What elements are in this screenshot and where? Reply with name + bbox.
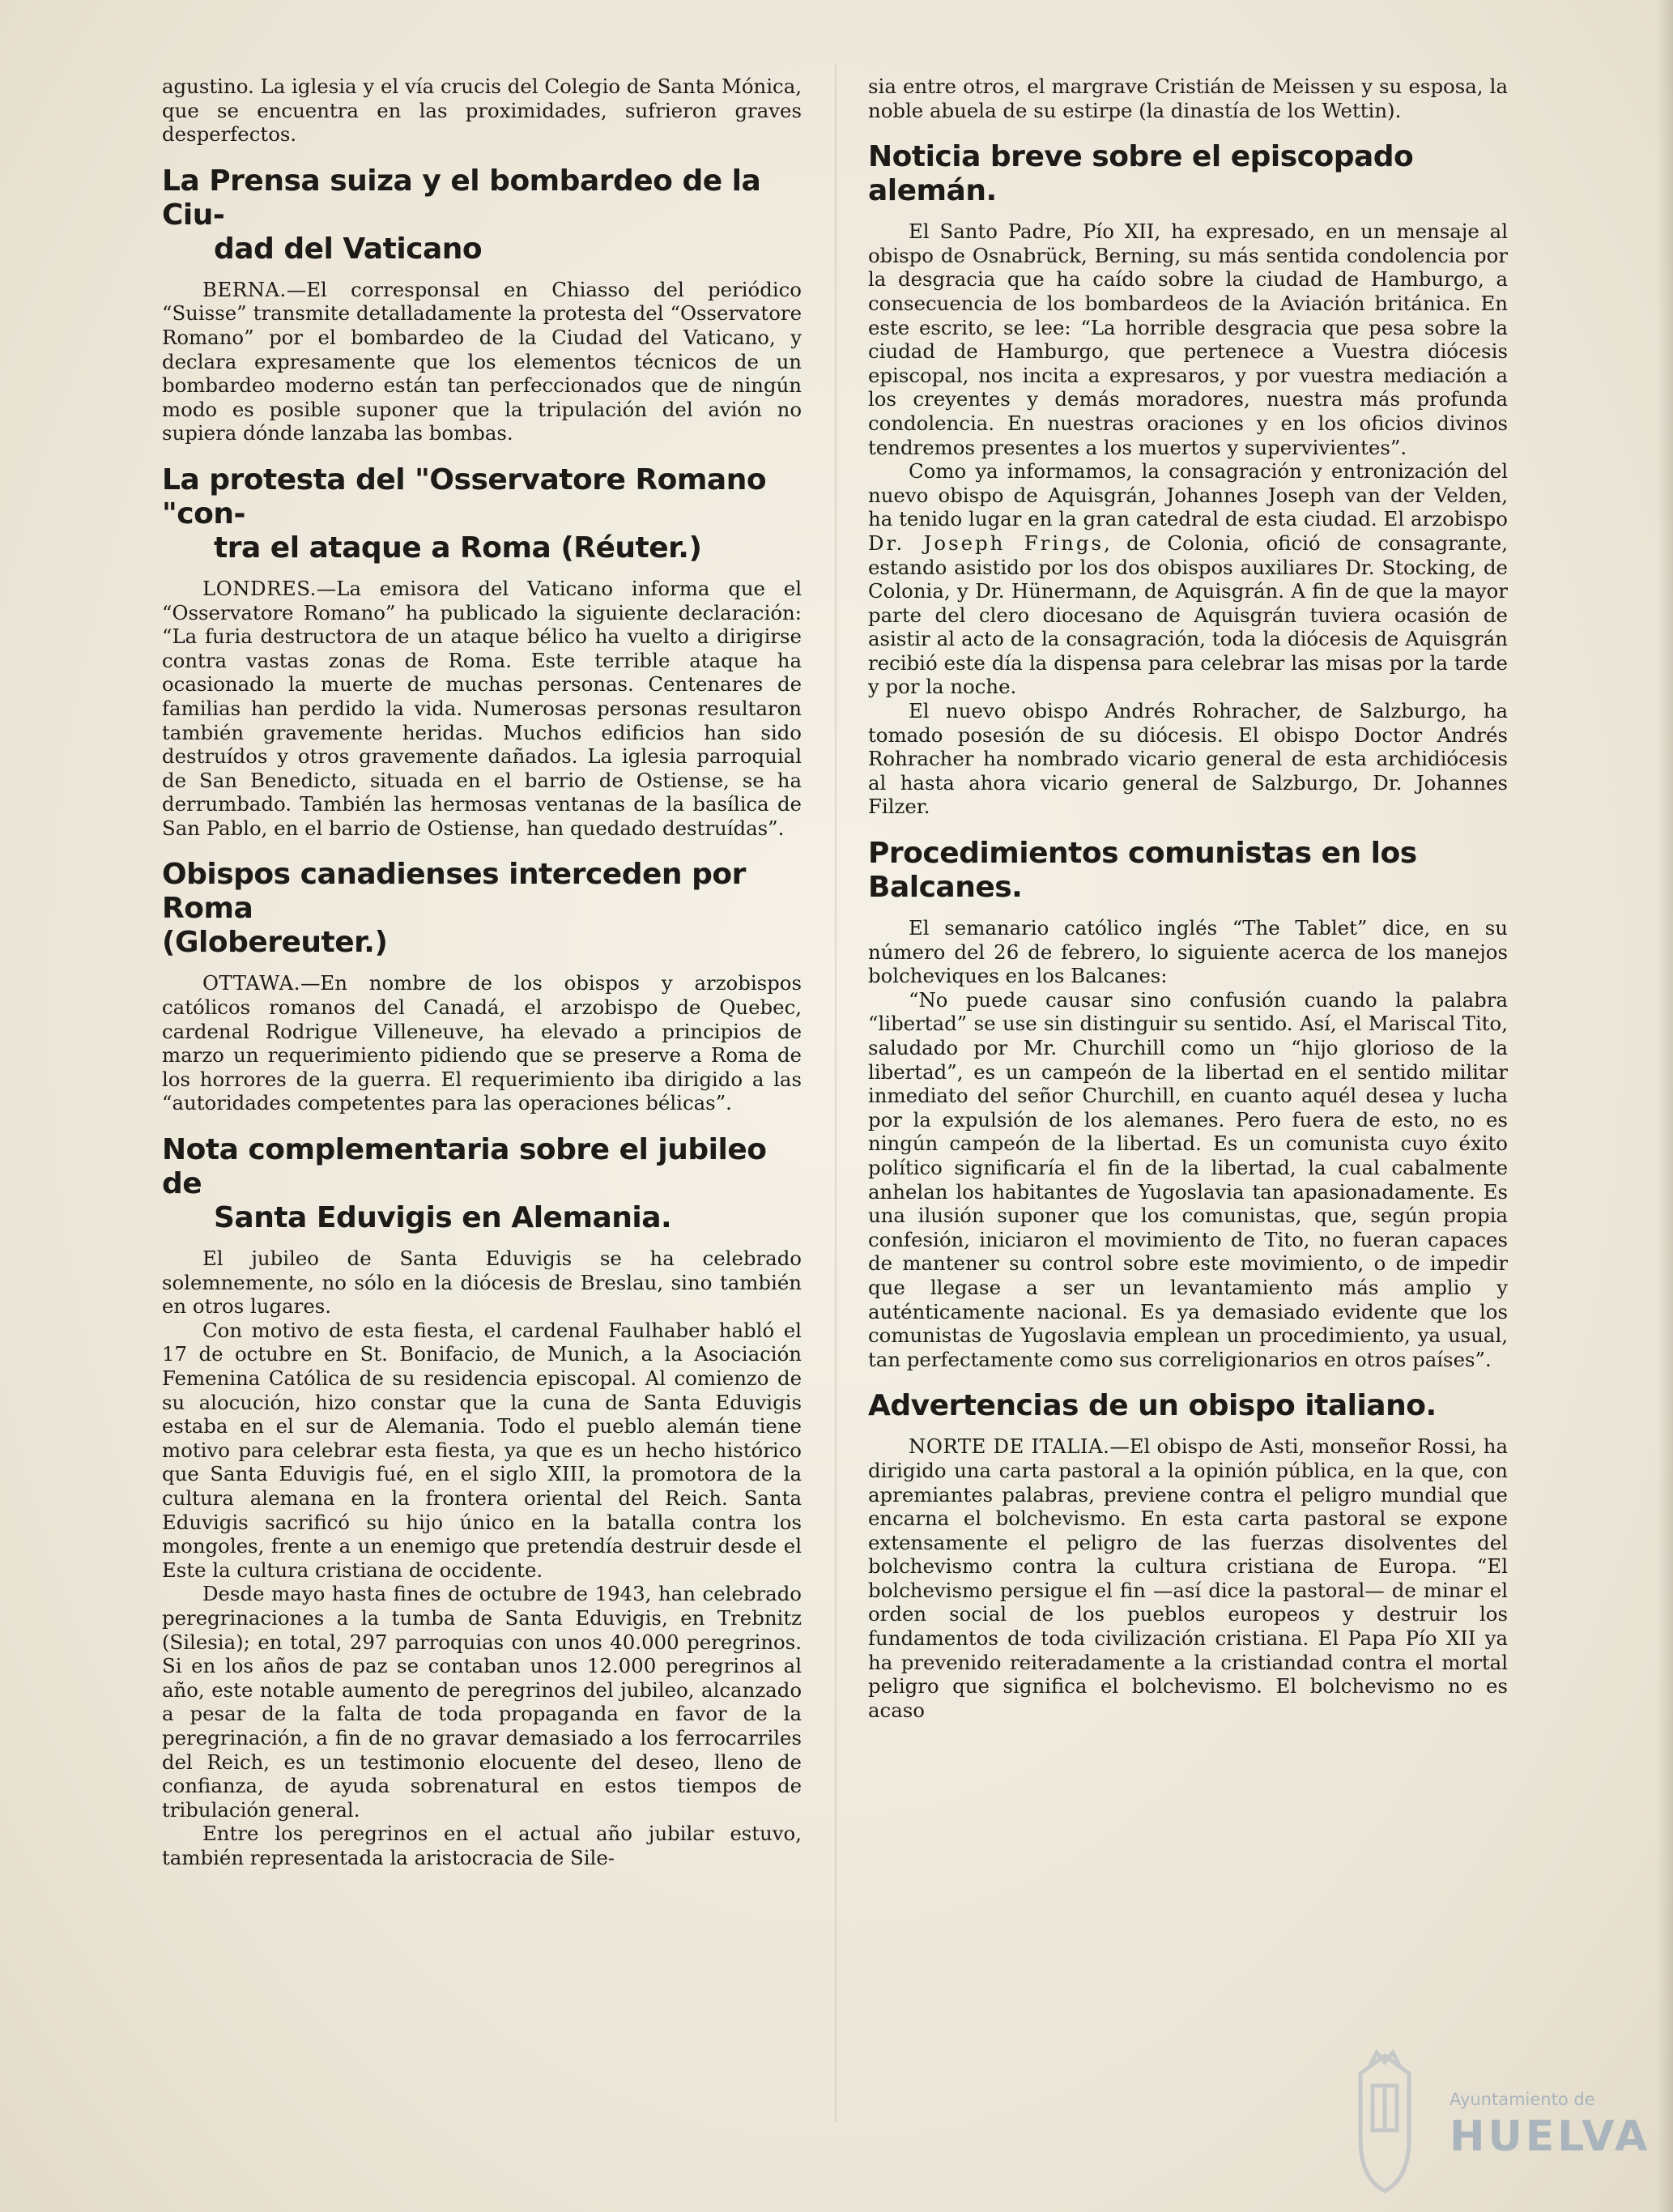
- paragraph-text: —El corresponsal en Chiasso del periódico “Suisse” transmite detalladamente la protesta del “Osservatore Romano” por el bombardeo de la Ciudad del Vaticano, y declara expresamente que los elementos técnicos de un bombardeo moderno están tan perfeccionados que de ningún modo es posible suponer que la tripulación del avión no supiera dónde lanzaba las bombas.: [162, 277, 802, 445]
- right-column: [868, 75, 1508, 1722]
- heading-line: Procedimientos comunistas en los Balcanes.: [868, 837, 1417, 905]
- dateline: OTTAWA.: [202, 971, 300, 995]
- dateline: LONDRES.: [202, 576, 317, 600]
- page-edge-shadow: [1657, 0, 1673, 2212]
- heading-line: La Prensa suiza y el bombardeo de la Ciu-: [162, 164, 761, 232]
- paragraph: [868, 1434, 1508, 1722]
- person-name: Dr. Joseph Frings: [868, 531, 1104, 555]
- paragraph-text: —La emisora del Vaticano informa que el “Osservatore Romano” ha publicado la siguiente declaración: “La furia destructora de un ataque bélico ha vuelto a dirigirse contra vastas zonas de Roma. Este terrible ataque ha ocasionado la muerte de muchas personas. Centenares de familias han perdido la vida. Numerosas personas resultaron también gravemente heridas. Muchos edificios han sido destruídos y otros gravemente dañados. La iglesia parroquial de San Benedicto, situada en el barrio de Ostiense, se ha derrumbado. También las hermosas ventanas de la basílica de San Pablo, en el barrio de Ostiense, han quedado destruídas”.: [162, 576, 802, 840]
- column-gutter: [835, 65, 836, 2122]
- section-heading: [162, 858, 802, 960]
- left-column: [162, 75, 802, 1869]
- paragraph: Entre los peregrinos en el actual año jubilar estuvo, también representada la aristocracia de Sile-: [162, 1822, 802, 1869]
- paragraph: agustino. La iglesia y el vía crucis del Colegio de Santa Mónica, que se encuentra en las proximidades, sufrieron graves desperfectos.: [162, 75, 802, 147]
- paragraph: Desde mayo hasta fines de octubre de 1943, han celebrado peregrinaciones a la tumba de Santa Eduvigis, en Trebnitz (Silesia); en total, 297 parroquias con unos 40.000 peregrinos. Si en los años de paz se contaban unos 12.000 peregrinos al año, este notable aumento de peregrinos del jubileo, alcanzado a pesar de la falta de toda propaganda en favor de la peregrinación, a fin de no gravar demasiado a los ferrocarriles del Reich, es un testimonio elocuente del deseo, lleno de confianza, de ayuda sobrenatural en estos tiempos de tribulación general.: [162, 1582, 802, 1822]
- archive-watermark: [1450, 2090, 1650, 2161]
- paragraph: [868, 459, 1508, 699]
- watermark-city-text: HUELVA: [1450, 2112, 1651, 2161]
- paragraph-text: —En nombre de los obispos y arzobispos católicos romanos del Canadá, el arzobispo de Quebec, cardenal Rodrigue Villeneuve, ha elevado a principios de marzo un requerimiento pidiendo que se preserve a Roma de los horrores de la guerra. El requerimiento iba dirigido a las “autoridades competentes para las operaciones bélicas”.: [162, 971, 802, 1115]
- paragraph: [162, 577, 802, 841]
- paragraph: El jubileo de Santa Eduvigis se ha celebrado solemnemente, no sólo en la diócesis de Breslau, sino también en otros lugares.: [162, 1247, 802, 1319]
- watermark-small-text: Ayuntamiento de: [1450, 2090, 1595, 2109]
- paragraph-text: Como ya informamos, la consagración y entronización del nuevo obispo de Aquisgrán, Johannes Joseph van der Velden, ha tenido lugar en la gran catedral de esta ciudad. El arzobispo: [868, 459, 1508, 531]
- paragraph: El Santo Padre, Pío XII, ha expresado, en un mensaje al obispo de Osnabrück, Berning, su más sentida condolencia por la desgracia que ha caído sobre la ciudad de Hamburgo, a consecuencia de los bombardeos de la Aviación británica. En este escrito, se lee: “La horrible desgracia que pesa sobre la ciudad de Hamburgo, que pertenece a Vuestra diócesis episcopal, nos incita a expresaros, y por vuestra mediación a los creyentes y demás moradores, nuestra más profunda condolencia. En nuestras oraciones y en los oficios divinos tendremos presentes a los muertos y supervivientes”.: [868, 219, 1508, 459]
- section-heading: [162, 1133, 802, 1235]
- section-heading: [162, 164, 802, 266]
- section-heading: [868, 837, 1508, 905]
- paragraph: “No puede causar sino confusión cuando la palabra “libertad” se use sin distinguir su sentido. Así, el Mariscal Tito, saludado por Mr. Churchill como un “hijo glorioso de la libertad”, es un campeón de la libertad en el sentido militar inmediato del señor Churchill, en cuanto aquél desea y lucha por la expulsión de los alemanes. Pero fuera de esto, no es ningún campeón de la libertad. Es un comunista cuyo éxito político significaría el fin de la libertad, la cual cabalmente anhelan los habitantes de Yugoslavia tan apasionadamente. Es una ilusión suponer que los comunistas, que, según propia confesión, iniciaron el movimiento de Tito, no fueran capaces de mantener su control sobre este movimiento, o de impedir que llegase a ser un levantamiento más amplio y auténticamente nacional. Es ya demasiado evidente que los comunistas de Yugoslavia emplean un procedimiento, ya usual, tan perfectamente como sus correligionarios en otros países”.: [868, 987, 1508, 1371]
- section-heading: [868, 140, 1508, 208]
- paragraph-text: , de Colonia, ofició de consagrante, estando asistido por los dos obispos auxiliares Dr. Stocking, de Colonia, y Dr. Hünermann, de Aquisgrán. A fin de que la mayor parte del clero diocesano de Aquisgrán tuviera ocasión de asistir al acto de la consagración, toda la diócesis de Aquisgrán recibió este día la dispensa para celebrar las misas por la tarde y por la noche.: [868, 531, 1508, 699]
- heading-line: Nota complementaria sobre el jubileo de: [162, 1133, 767, 1201]
- paragraph-text: —El obispo de Asti, monseñor Rossi, ha dirigido una carta pastoral a la opinión pública, en la que, con apremiantes palabras, previene contra el peligro mundial que encarna el bolchevismo. En esta carta pastoral se expone extensamente el peligro de las fuerzas disolventes del bolchevismo contra la cultura cristiana de Europa. “El bolchevismo persigue el fin —así dice la pastoral— de minar el orden social de los pueblos europeos y destruir los fundamentos de toda civilización cristiana. El Papa Pío XII ya ha prevenido reiteradamente a la cristiandad contra el mortal peligro que significa el bolchevismo. El bolchevismo no es acaso: [868, 1434, 1508, 1722]
- section-heading: [162, 463, 802, 565]
- dateline: BERNA.: [202, 277, 287, 301]
- heading-line: Advertencias de un obispo italiano.: [868, 1389, 1437, 1423]
- heading-line: tra el ataque a Roma (Réuter.): [214, 531, 702, 565]
- heading-line: Noticia breve sobre el episcopado alemán.: [868, 140, 1414, 208]
- paragraph: [162, 278, 802, 445]
- heading-line: Santa Eduvigis en Alemania.: [214, 1201, 672, 1235]
- heading-line: La protesta del "Osservatore Romano "con-: [162, 462, 767, 531]
- heading-line: dad del Vaticano: [214, 232, 483, 266]
- paragraph: sia entre otros, el margrave Cristián de Meissen y su esposa, la noble abuela de su estirpe (la dinastía de los Wettin).: [868, 75, 1508, 122]
- paragraph: El semanario católico inglés “The Tablet” dice, en su número del 26 de febrero, lo siguiente acerca de los manejos bolcheviques en los Balcanes:: [868, 916, 1508, 988]
- heading-line: (Globereuter.): [162, 926, 388, 960]
- paragraph: El nuevo obispo Andrés Rohracher, de Salzburgo, ha tomado posesión de su diócesis. El obispo Doctor Andrés Rohracher ha nombrado vicario general de esta archidiócesis al hasta ahora vicario general de Salzburgo, Dr. Johannes Filzer.: [868, 699, 1508, 819]
- section-heading: [868, 1389, 1508, 1423]
- paragraph: Con motivo de esta fiesta, el cardenal Faulhaber habló el 17 de octubre en St. Bonifacio, de Munich, a la Asociación Femenina Católica de su residencia episcopal. Al comienzo de su alocución, hizo constar que la cuna de Santa Eduvigis estaba en el sur de Alemania. Todo el pueblo alemán tiene motivo para celebrar esta fiesta, ya que es un hecho histórico que Santa Eduvigis fué, en el siglo XIII, la promotora de la cultura alemana en la frontera oriental del Reich. Santa Eduvigis sacrificó su hijo único en la batalla contra los mongoles, frente a un enemigo que pretendía destruir desde el Este la cultura cristiana de occidente.: [162, 1318, 802, 1582]
- dateline: NORTE DE ITALIA.: [909, 1434, 1110, 1459]
- heading-line: Obispos canadienses interceden por Roma: [162, 858, 746, 926]
- paragraph: [162, 971, 802, 1115]
